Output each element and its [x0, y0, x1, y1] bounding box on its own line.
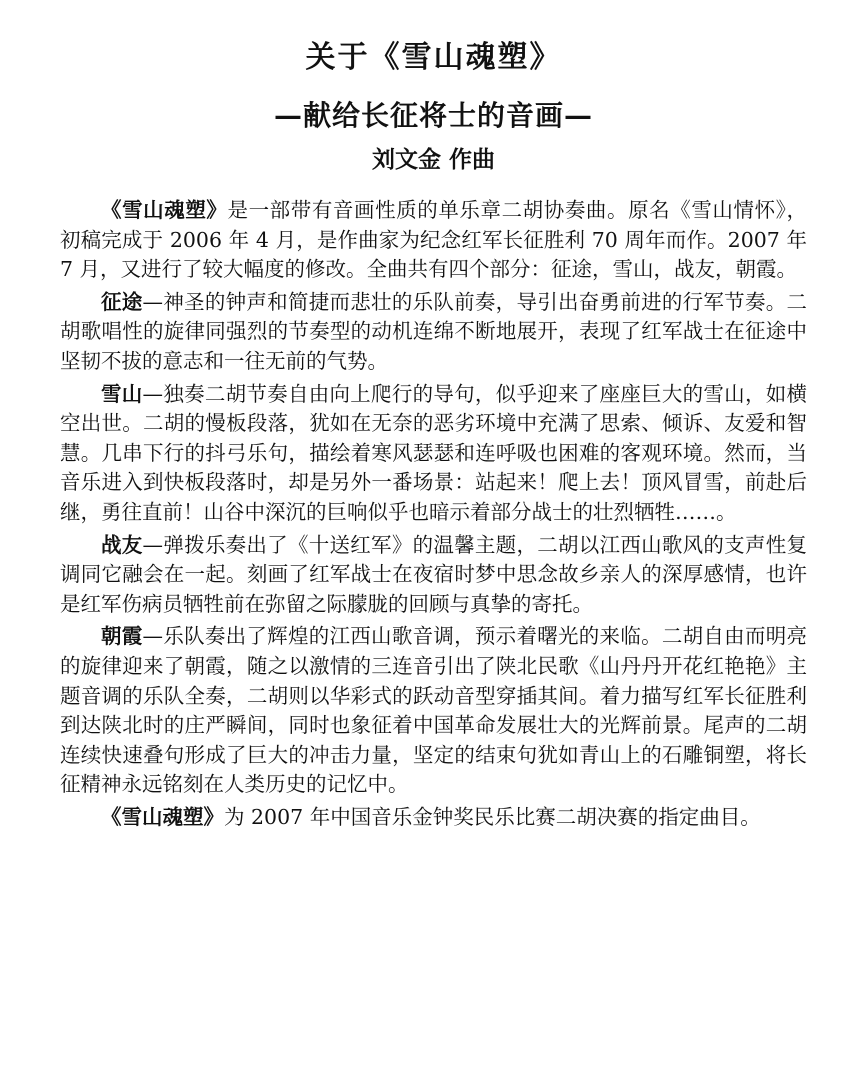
document-page: [60, 38, 807, 835]
closing-lead: 《雪山魂塑》: [101, 804, 224, 829]
intro-lead: 《雪山魂塑》: [101, 198, 228, 222]
intro-paragraph: [60, 196, 807, 285]
document-title: 关于《雪山魂塑》: [305, 40, 562, 75]
section-text-xueshan: —独奏二胡节奏自由向上爬行的导句，似乎迎来了座座巨大的雪山，如横空出世。二胡的慢板段落，犹如在无奈的恶劣环境中充满了思索、倾诉、友爱和智慧。几串下行的抖弓乐句，描绘着寒风瑟瑟和连呼吸也困难的客观环境。然而，当音乐进入到快板段落时，却是另外一番场景：站起来！爬上去！顶风冒雪，前赴后继，勇往直前！山谷中深沉的巨响似乎也暗示着部分战士的壮烈牺牲……。: [60, 381, 807, 524]
section-paragraph-xueshan: [60, 380, 807, 528]
closing-paragraph: [60, 803, 807, 833]
section-text-zhanyou: —弹拨乐奏出了《十送红军》的温馨主题，二胡以江西山歌风的支声性复调同它融会在一起。刻画了红军战士在夜宿时梦中思念故乡亲人的深厚感情，也许是红军伤病员牺牲前在弥留之际朦胧的回顾与真挚的寄托。: [60, 532, 807, 616]
intro-text: 是一部带有音画性质的单乐章二胡协奏曲。原名《雪山情怀》，初稿完成于 2006 年 4 月，是作曲家为纪念红军长征胜利 70 周年而作。2007 年 7 月，又进行了较大幅度的修改。全曲共有四个部分：征途，雪山，战友，朝霞。: [60, 198, 807, 282]
section-paragraph-zhengtu: [60, 288, 807, 377]
document-subtitle: —献给长征将士的音画—: [273, 99, 593, 132]
section-lead-xueshan: 雪山: [101, 381, 143, 406]
section-lead-zhengtu: 征途: [101, 289, 143, 314]
closing-text: 为 2007 年中国音乐金钟奖民乐比赛二胡决赛的指定曲目。: [224, 804, 761, 829]
section-lead-zhaoxia: 朝霞: [101, 624, 143, 649]
section-text-zhaoxia: —乐队奏出了辉煌的江西山歌音调，预示着曙光的来临。二胡自由而明亮的旋律迎来了朝霞，随之以激情的三连音引出了陕北民歌《山丹丹开花红艳艳》主题音调的乐队全奏，二胡则以华彩式的跃动音型穿插其间。着力描写红军长征胜利到达陕北时的庄严瞬间，同时也象征着中国革命发展壮大的光辉前景。尾声的二胡连续快速叠句形成了巨大的冲击力量，坚定的结束句犹如青山上的石雕铜塑，将长征精神永远铭刻在人类历史的记忆中。: [60, 624, 807, 797]
section-lead-zhanyou: 战友: [101, 532, 143, 557]
document-author: 刘文金 作曲: [371, 147, 495, 173]
section-paragraph-zhaoxia: [60, 622, 807, 800]
section-text-zhengtu: —神圣的钟声和简捷而悲壮的乐队前奏，导引出奋勇前进的行军节奏。二胡歌唱性的旋律同强烈的节奏型的动机连绵不断地展开，表现了红军战士在征途中坚韧不拔的意志和一往无前的气势。: [60, 289, 807, 373]
section-paragraph-zhanyou: [60, 531, 807, 620]
